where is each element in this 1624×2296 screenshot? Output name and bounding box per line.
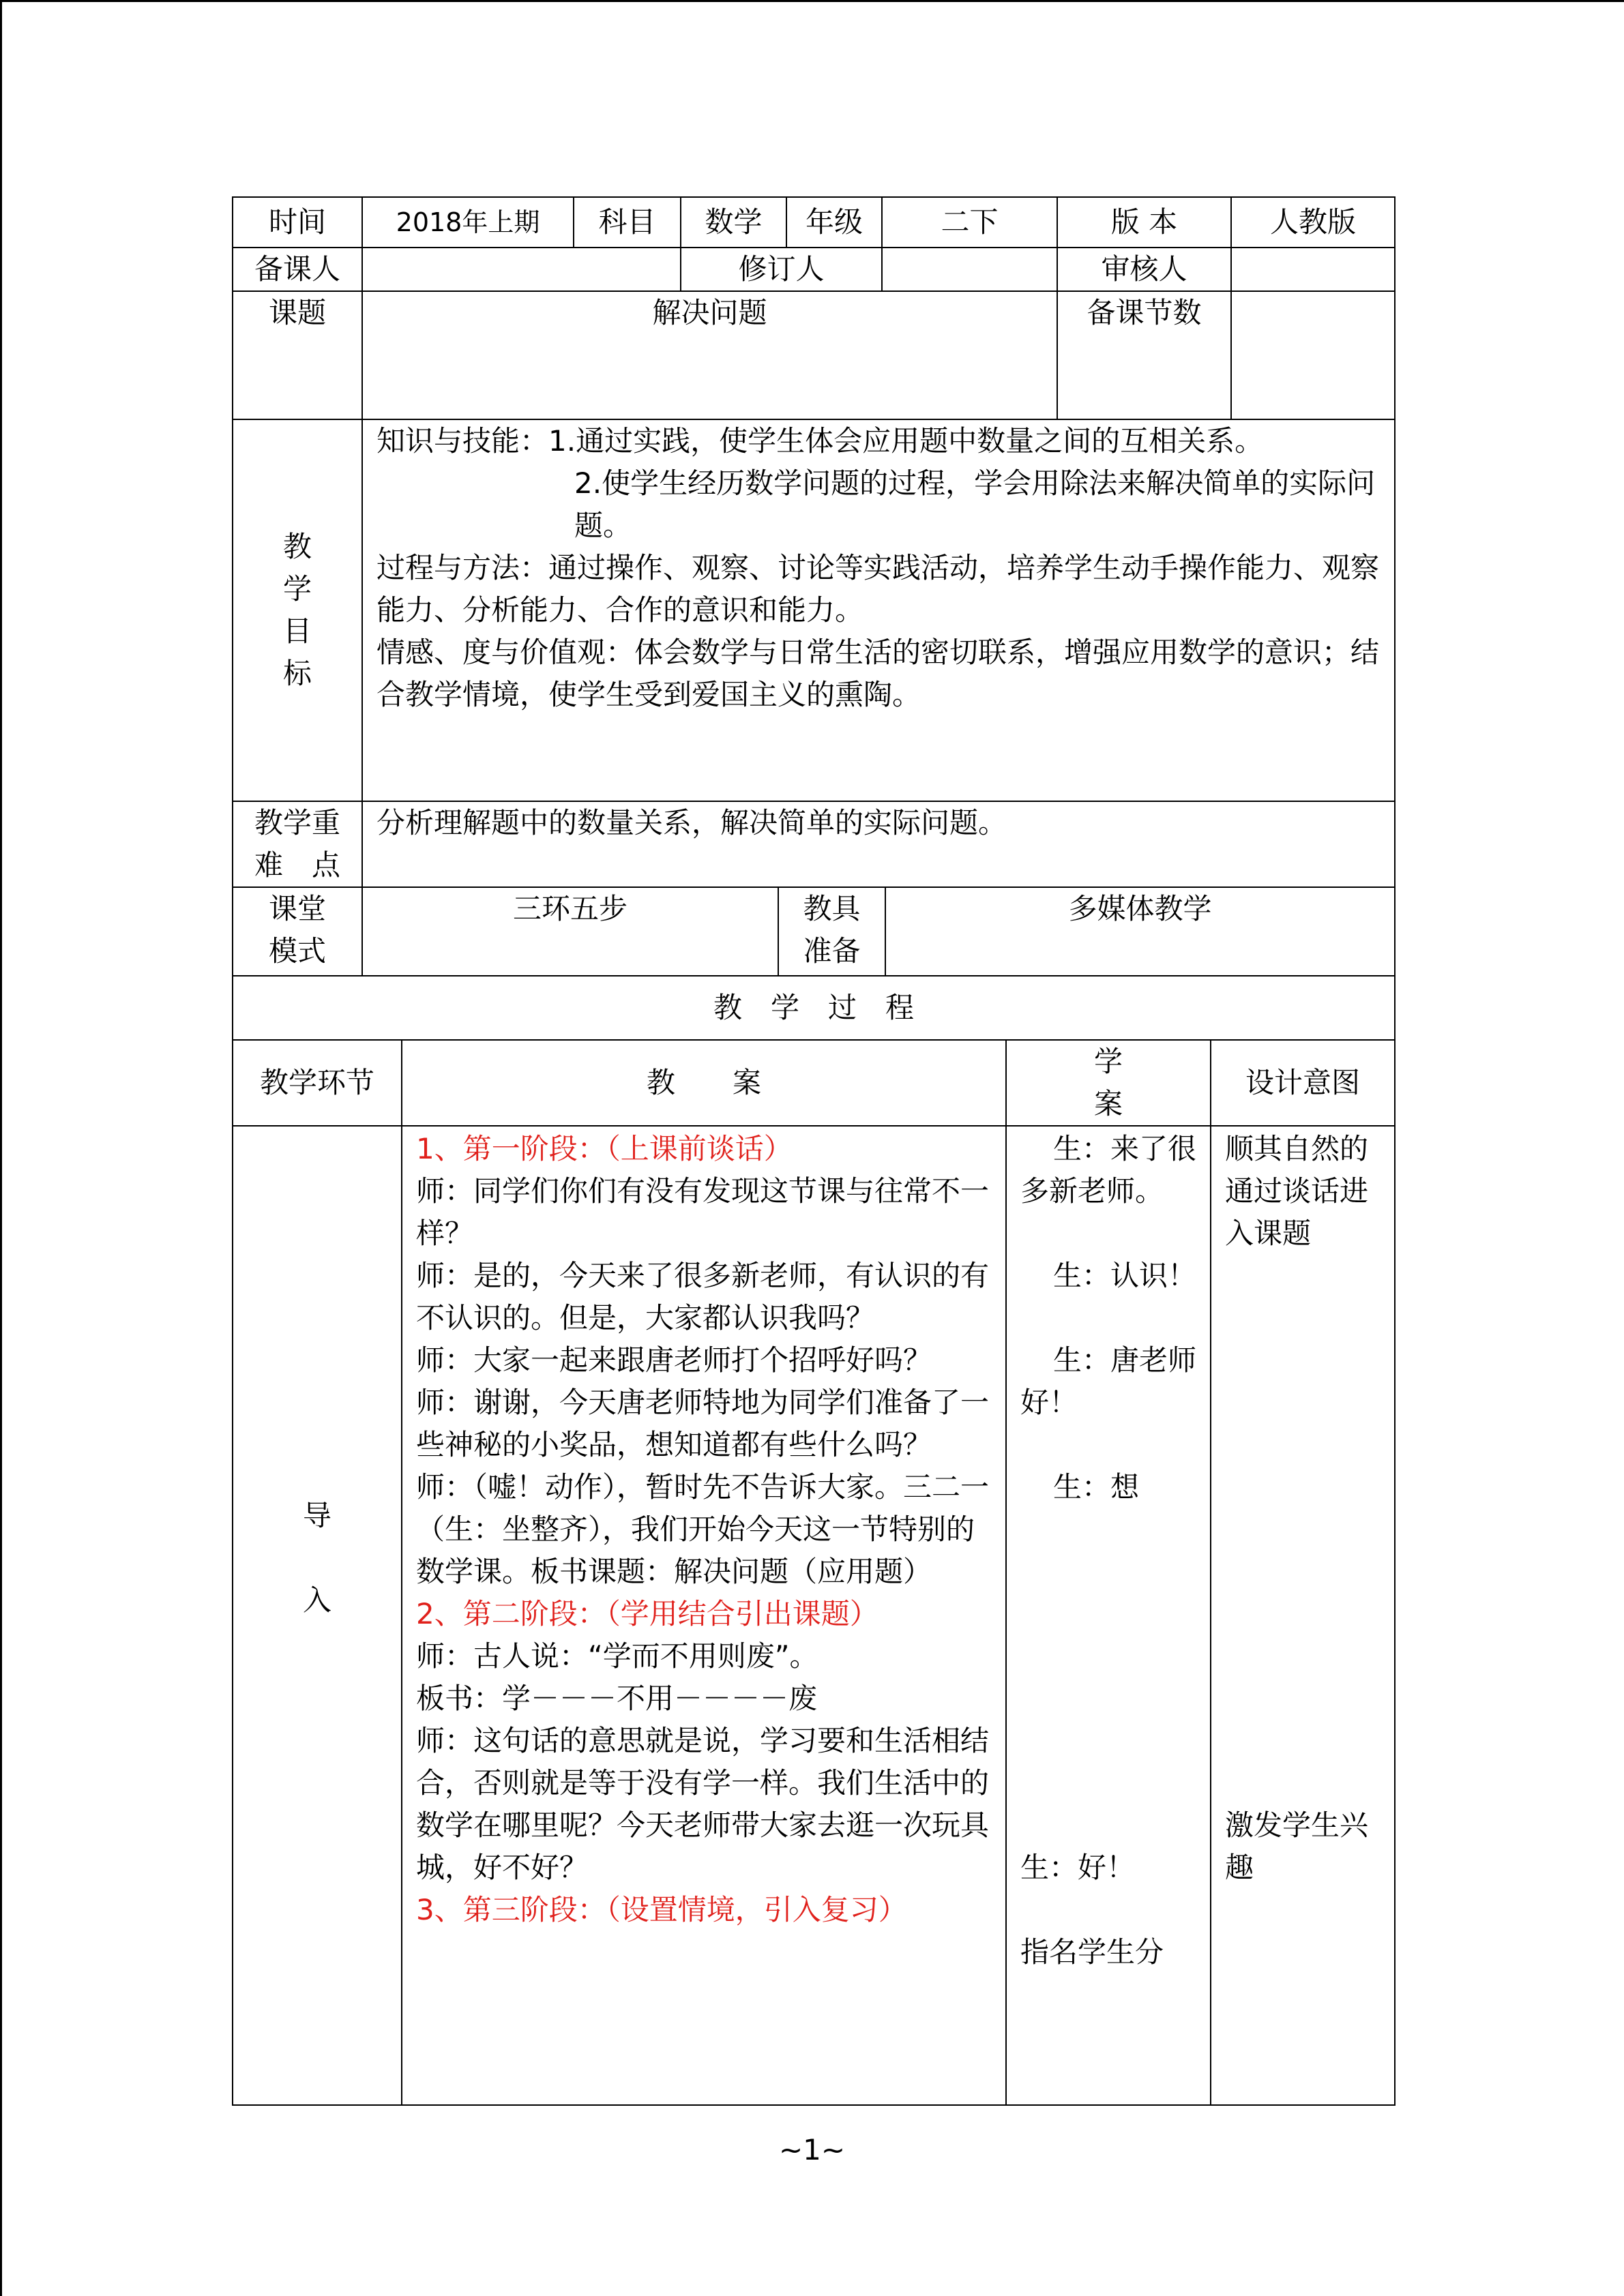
goals-label-char: 教 [282, 530, 312, 563]
time-value: 2018年上期 [362, 197, 574, 248]
plan-line: 师：大家一起来跟唐老师打个招呼好吗？ [416, 1343, 932, 1377]
intent-note: 激发学生兴趣 [1225, 1808, 1369, 1884]
goals-label-char: 学 [282, 572, 312, 606]
plan-cell [402, 1126, 1006, 2105]
study-answer: 生：唐老师好！ [1020, 1343, 1197, 1419]
spacer [1020, 1889, 1199, 1931]
reviser-value [882, 248, 1057, 291]
page-number: ~1~ [778, 2133, 846, 2166]
process-table [232, 1039, 1396, 2106]
tools-label [778, 887, 885, 976]
intent-note: 顺其自然的通过谈话进入课题 [1225, 1132, 1369, 1250]
key-points-label-2: 难 点 [254, 848, 340, 882]
spacer [1020, 1508, 1199, 1551]
edition-value: 人教版 [1231, 197, 1395, 248]
lesson-plan-document [232, 196, 1394, 2106]
col-plan-header: 教 案 [402, 1040, 1006, 1126]
goals-content [362, 419, 1395, 801]
goals-label-char: 标 [282, 657, 312, 690]
spacer [1020, 1720, 1199, 1762]
spacer [240, 1537, 394, 1579]
goal-knowledge-2: 2.使学生经历数学问题的过程，学会用除法来解决简单的实际问题。 [574, 466, 1376, 542]
stage-char-1: 导 [302, 1499, 331, 1532]
goals-label-char: 目 [282, 614, 312, 648]
mode-label-1: 课堂 [268, 892, 326, 925]
subject-value: 数学 [681, 197, 786, 248]
topic-label: 课题 [233, 291, 362, 419]
col-intent-header: 设计意图 [1211, 1040, 1395, 1126]
topic-value: 解决问题 [362, 291, 1057, 419]
spacer [1225, 1255, 1383, 1804]
spacer [1020, 1762, 1199, 1804]
goal-knowledge-1: 知识与技能：1.通过实践，使学生体会应用题中数量之间的互相关系。 [377, 424, 1264, 458]
col-study-header-2: 案 [1093, 1087, 1123, 1120]
study-cell [1006, 1126, 1211, 2105]
intent-cell [1211, 1126, 1395, 2105]
header-table [232, 196, 1396, 420]
col-stage-header: 教学环节 [233, 1040, 402, 1126]
study-answer: 指名学生分 [1020, 1935, 1164, 1969]
key-points-value: 分析理解题中的数量关系，解决简单的实际问题。 [362, 801, 1395, 887]
spacer [1020, 1297, 1199, 1339]
tools-label-1: 教具 [803, 892, 861, 925]
spacer [1020, 1804, 1199, 1847]
col-study-header-1: 学 [1093, 1045, 1123, 1078]
grade-value: 二下 [882, 197, 1057, 248]
preparer-value [362, 248, 681, 291]
goal-process: 过程与方法：通过操作、观察、讨论等实践活动，培养学生动手操作能力、观察能力、分析能力、合作的意识和能力。 [377, 551, 1380, 627]
plan-stage-heading: 3、第三阶段：（设置情境，引入复习） [416, 1893, 907, 1926]
goals-label [233, 419, 362, 801]
mode-label-2: 模式 [268, 934, 326, 968]
plan-line: 师：这句话的意思就是说，学习要和生活相结合，否则就是等于没有学一样。我们生活中的数学在哪里呢？今天老师带大家去逛一次玩具城，好不好？ [416, 1724, 990, 1884]
mode-label [233, 887, 362, 976]
reviewer-label: 审核人 [1057, 248, 1231, 291]
time-label: 时间 [233, 197, 362, 248]
plan-stage-heading: 2、第二阶段：（学用结合引出课题） [416, 1597, 879, 1630]
subject-label: 科目 [574, 197, 681, 248]
spacer [1020, 1593, 1199, 1635]
study-answer: 生：想 [1053, 1470, 1140, 1504]
goals-table [232, 419, 1396, 1041]
study-answer: 生：好！ [1020, 1851, 1136, 1884]
spacer [1020, 1212, 1199, 1255]
reviser-label: 修订人 [681, 248, 882, 291]
study-answer: 生：来了很多新老师。 [1020, 1132, 1197, 1208]
periods-value [1231, 291, 1395, 419]
plan-line: 师：古人说：“学而不用则废”。 [416, 1639, 818, 1673]
plan-line: 师：（嘘！动作），暂时先不告诉大家。三二一（生：坐整齐），我们开始今天这一节特别的数学课。板书课题：解决问题（应用题） [416, 1470, 990, 1588]
plan-line: 师：谢谢，今天唐老师特地为同学们准备了一些神秘的小奖品，想知道都有些什么吗？ [416, 1386, 990, 1461]
edition-label: 版 本 [1057, 197, 1231, 248]
mode-value: 三环五步 [362, 887, 778, 976]
preparer-label: 备课人 [233, 248, 362, 291]
plan-line: 板书：学－－－不用－－－－废 [416, 1682, 818, 1715]
grade-label: 年级 [786, 197, 882, 248]
spacer [1020, 1424, 1199, 1466]
spacer [1020, 1551, 1199, 1593]
plan-line: 师：是的，今天来了很多新老师，有认识的有不认识的。但是，大家都认识我吗？ [416, 1259, 990, 1335]
col-study-header [1006, 1040, 1211, 1126]
goal-emotion: 情感、度与价值观：体会数学与日常生活的密切联系，增强应用数学的意识；结合教学情境，使学生受到爱国主义的熏陶。 [377, 636, 1380, 711]
periods-label: 备课节数 [1057, 291, 1231, 419]
key-points-label [233, 801, 362, 887]
study-answer: 生：认识！ [1053, 1259, 1197, 1292]
stage-cell [233, 1126, 402, 2105]
plan-stage-heading: 1、第一阶段：（上课前谈话） [416, 1132, 793, 1165]
spacer [1020, 1635, 1199, 1678]
process-title: 教 学 过 程 [233, 976, 1395, 1040]
spacer [1020, 1678, 1199, 1720]
stage-char-2: 入 [302, 1583, 331, 1617]
key-points-label-1: 教学重 [254, 806, 340, 839]
tools-label-2: 准备 [803, 934, 861, 968]
plan-line: 师：同学们你们有没有发现这节课与往常不一样？ [416, 1174, 990, 1250]
reviewer-value [1231, 248, 1395, 291]
tools-value: 多媒体教学 [885, 887, 1395, 976]
